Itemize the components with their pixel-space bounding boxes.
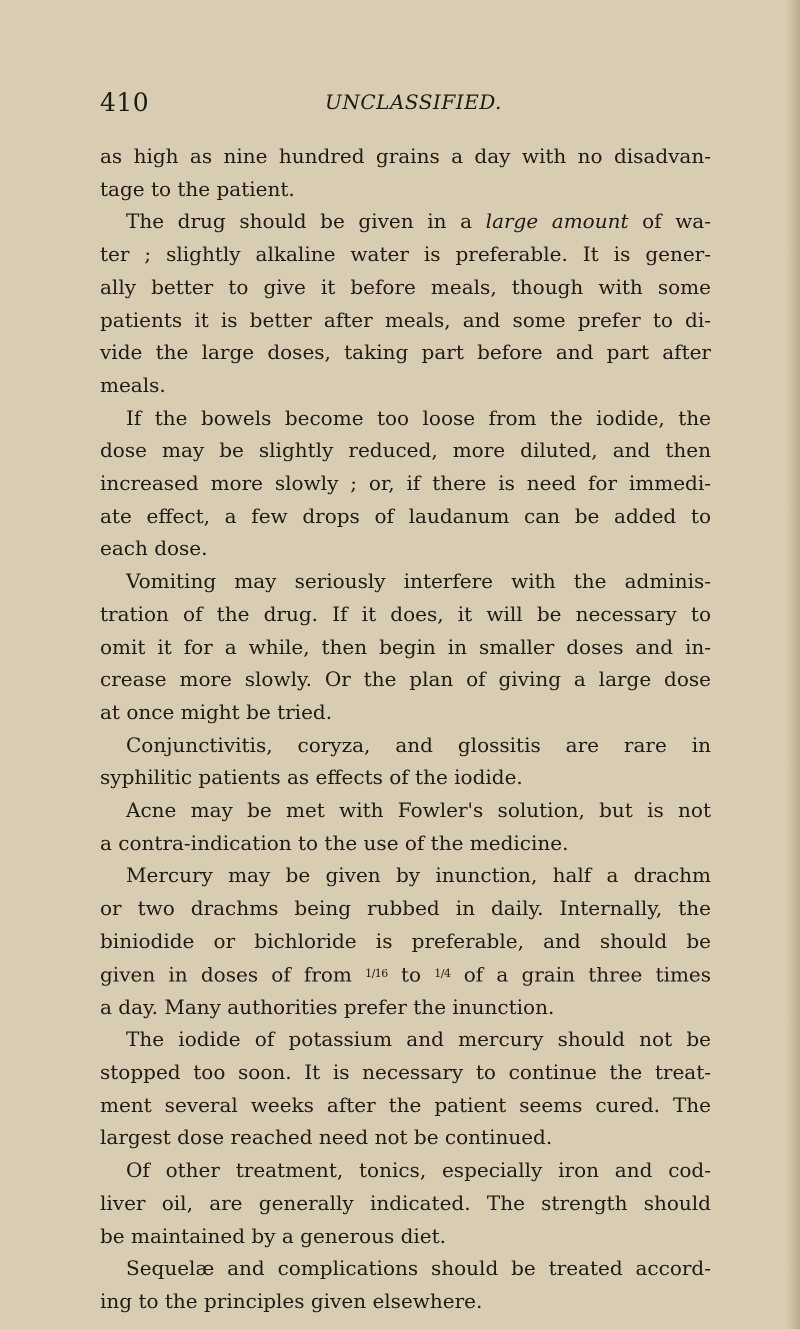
text-line: or two drachms being rubbed in daily. Internally, the xyxy=(100,896,711,921)
page-number: 410 xyxy=(100,88,150,117)
text-line: each dose. xyxy=(100,536,208,561)
text-line: increased more slowly ; or, if there is need for immedi- xyxy=(100,471,711,496)
text-line: as high as nine hundred grains a day with no disadvan- xyxy=(100,144,711,168)
text-line: Of other treatment, tonics, especially iron and cod- xyxy=(126,1158,711,1183)
text-line: largest dose reached need not be continued. xyxy=(100,1125,553,1150)
text-line: syphilitic patients as effects of the iodide. xyxy=(100,765,523,790)
text-line: ment several weeks after the patient seems cured. The xyxy=(100,1092,711,1117)
text-line: crease more slowly. Or the plan of giving a large dose xyxy=(100,667,711,692)
fraction: 1/16 xyxy=(365,966,388,980)
text-line: ally better to give it before meals, though with some xyxy=(100,274,711,299)
text-line: stopped too soon. It is necessary to continue the treat- xyxy=(100,1060,711,1085)
text-line: Sequelæ and complications should be treated accord- xyxy=(126,1256,711,1281)
text-line: Acne may be met with Fowler's solution, but is not xyxy=(126,798,711,823)
text-line: liver oil, are generally indicated. The strength should xyxy=(100,1190,711,1215)
text-line: ate effect, a few drops of laudanum can be added to xyxy=(100,503,711,528)
text-line: ing to the principles given elsewhere. xyxy=(100,1289,483,1313)
page-edge-shadow xyxy=(786,0,800,1329)
text-line: given in doses of from $^{1/16}$ to $^{1/4}$ of a grain three times xyxy=(100,961,712,986)
page-header xyxy=(100,88,720,118)
body-text xyxy=(100,140,711,1318)
text-line: a contra-indication to the use of the medicine. xyxy=(100,830,569,855)
text-line: The iodide of potassium and mercury should not be xyxy=(126,1027,711,1052)
text-line: tage to the patient. xyxy=(100,176,295,201)
text-line: omit it for a while, then begin in smaller doses and in- xyxy=(100,634,711,659)
text-line: be maintained by a generous diet. xyxy=(100,1223,447,1248)
text-line: patients it is better after meals, and some prefer to di- xyxy=(100,307,711,332)
text-line: dose may be slightly reduced, more diluted, and then xyxy=(100,438,711,463)
text-line: a day. Many authorities prefer the inunction. xyxy=(100,994,555,1019)
text-line: meals. xyxy=(100,372,166,397)
text-line: If the bowels become too loose from the iodide, the xyxy=(126,405,711,430)
text-line: tration of the drug. If it does, it will be necessary to xyxy=(100,601,711,626)
text-line: Mercury may be given by inunction, half a drachm xyxy=(126,863,711,888)
fraction: 1/4 xyxy=(434,966,451,980)
text-line: ter ; slightly alkaline water is preferable. It is gener- xyxy=(100,242,711,267)
text-line: The drug should be given in a large amount of wa- xyxy=(126,209,711,234)
emphasis: large amount xyxy=(485,209,629,234)
text-line: Conjunctivitis, coryza, and glossitis are rare in xyxy=(126,732,711,757)
text-line: vide the large doses, taking part before and part after xyxy=(100,340,711,365)
text-line: biniodide or bichloride is preferable, and should be xyxy=(100,928,711,953)
text-line: at once might be tried. xyxy=(100,699,333,724)
text-line: Vomiting may seriously interfere with the adminis- xyxy=(126,569,711,594)
running-head: UNCLASSIFIED. xyxy=(325,90,502,114)
